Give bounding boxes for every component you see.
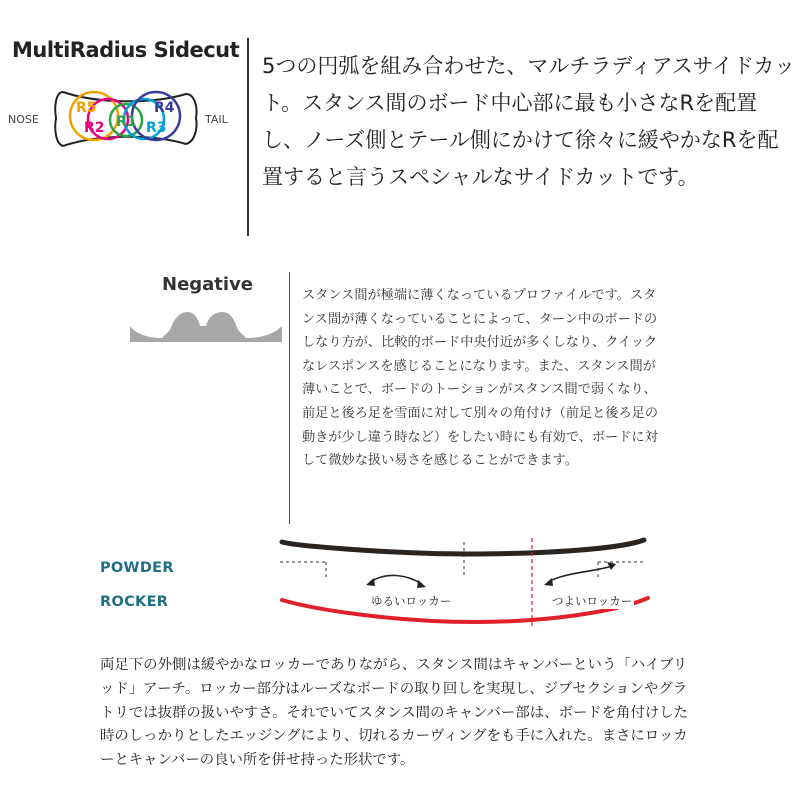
multiradius-divider (247, 38, 249, 236)
negative-profile-fill (130, 312, 282, 342)
loose-arrow-head-left (366, 578, 375, 586)
powder-label: POWDER (100, 560, 174, 576)
loose-rocker-label: ゆるいロッカー (371, 594, 452, 608)
r1-label: R1 (116, 114, 137, 130)
nose-label: NOSE (8, 113, 39, 126)
strong-rocker-label: つよいロッカー (552, 594, 633, 608)
powder-board-profile (282, 540, 644, 554)
negative-title: Negative (162, 274, 254, 295)
negative-divider (289, 272, 290, 524)
strong-rocker-arrow (548, 566, 612, 582)
r4-label: R4 (154, 100, 175, 116)
loose-rocker-arrow (370, 575, 422, 584)
multiradius-description: 5つの円弧を組み合わせた、マルチラディアスサイドカット。スタンス間のボード中心部に最も小さなRを配置し、ノーズ側とテール側にかけて徐々に緩やかなRを配置すると言うスペシャルなサイドカットです。 (262, 54, 796, 189)
powder-rocker-diagram (276, 528, 656, 634)
multiradius-title: MultiRadius Sidecut (12, 38, 240, 62)
rocker-label: ROCKER (100, 594, 169, 610)
powder-rocker-description: 両足下の外側は緩やかなロッカーでありながら、スタンス間はキャンバーという「ハイブリッド」アーチ。ロッカー部分はルーズなボードの取り回しを実現し、ジブセクションやグラトリでは抜群の扱いやすさ。それでいてスタンス間のキャンバー部は、ボードを角付けした時のしっかりとしたエッジングにより、切れるカーヴィングをも手に入れた。まさにロッカーとキャンバーの良い所を併せ持った形状です。 (100, 657, 689, 769)
tail-label: TAIL (205, 113, 228, 126)
board-outline-tail (186, 94, 197, 144)
r3-label: R3 (146, 120, 167, 136)
loose-arrow-head-right (417, 580, 426, 588)
negative-description: スタンス間が極端に薄くなっているプロファイルです。スタンス間が薄くなっていることによって、ターン中のボードのしなり方が、比較的ボード中央付近が多くしなり、クイックなレスポンスを感じることになります。また、スタンス間が薄いことで、ボードのトーションがスタンス間で弱くなり、前足と後ろ足を雪面に対して別々の角付け（前足と後ろ足の動きが少し違う時など）をしたい時にも有効で、ボードに対して微妙な扱い易さを感じることができます。 (302, 288, 659, 469)
r5-label: R5 (76, 100, 97, 116)
strong-arrow-head-left (544, 578, 553, 586)
multiradius-sidecut-diagram (8, 82, 244, 156)
r2-label: R2 (84, 120, 105, 136)
board-outline-nose (55, 92, 63, 146)
strong-arrow-head-right (607, 562, 616, 570)
negative-profile-shape (128, 300, 284, 348)
